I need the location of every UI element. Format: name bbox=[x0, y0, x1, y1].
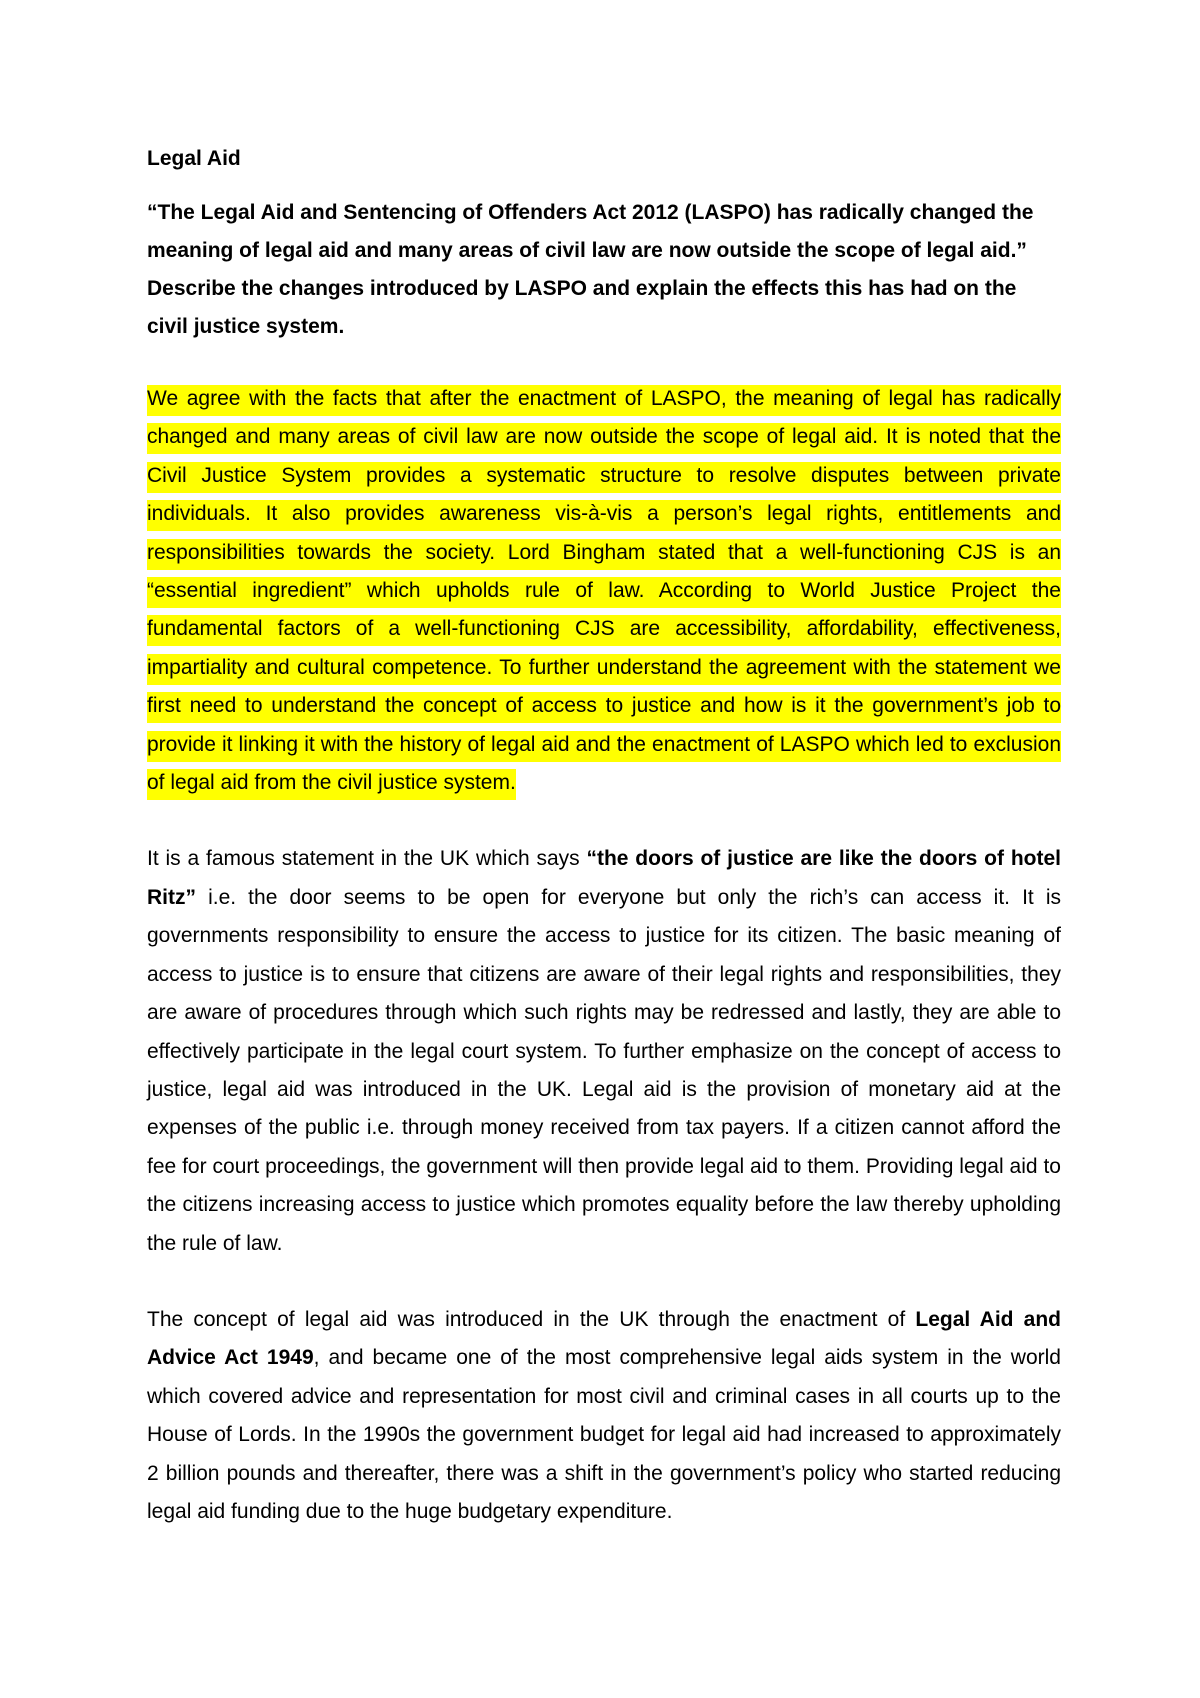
highlighted-text: We agree with the facts that after the enactment of LASPO, the meaning of legal has radically changed and many areas of civil law are now outside the scope of legal aid. It is noted that the Civil Justice System provides a systematic structure to resolve disputes between private individuals. It also provides awareness vis-à-vis a person’s legal rights, entitlements and responsibilities towards the society. Lord Bingham stated that a well-functioning CJS is an “essential ingredient” which upholds rule of law. According to World Justice Project the fundamental factors of a well-functioning CJS are accessibility, affordability, effectiveness, impartiality and cultural competence. To further understand the agreement with the statement we first need to understand the concept of access to justice and how is it the government’s job to provide it linking it with the history of legal aid and the enactment of LASPO which led to exclusion of legal aid from the civil justice system. bbox=[147, 385, 1061, 800]
paragraph-text: i.e. the door seems to be open for everyone but only the rich’s can access it. It is governments responsibility to ensure the access to justice for its citizen. The basic meaning of access to justice is to ensure that citizens are aware of their legal rights and responsibilities, they are aware of procedures through which such rights may be redressed and lastly, they are able to effectively participate in the legal court system. To further emphasize on the concept of access to justice, legal aid was introduced in the UK. Legal aid is the provision of monetary aid at the expenses of the public i.e. through money received from tax payers. If a citizen cannot afford the fee for court proceedings, the government will then provide legal aid to them. Providing legal aid to the citizens increasing access to justice which promotes equality before the law thereby upholding the rule of law. bbox=[147, 885, 1061, 1255]
paragraph-text: The concept of legal aid was introduced in the UK through the enactment of bbox=[147, 1307, 916, 1331]
paragraph-text: It is a famous statement in the UK which says bbox=[147, 847, 587, 871]
highlighted-paragraph bbox=[147, 380, 1061, 802]
act-name: Legal Aid and Advice Act 1949 bbox=[147, 1307, 1061, 1370]
ritz-quote: “the doors of justice are like the doors of hotel Ritz” bbox=[147, 847, 1061, 909]
history-paragraph bbox=[147, 1301, 1061, 1531]
essay-question: “The Legal Aid and Sentencing of Offenders Act 2012 (LASPO) has radically changed the meaning of legal aid and many areas of civil law are now outside the scope of legal aid.” Describe the changes introduced by LASPO and explain the effects this has had on the civil justice system. bbox=[147, 201, 1034, 338]
document-title: Legal Aid bbox=[147, 147, 241, 170]
paragraph-text: , and became one of the most comprehensive legal aids system in the world which covered advice and representation for most civil and criminal cases in all courts up to the House of Lords. In the 1990s the government budget for legal aid had increased to approximately 2 billion pounds and thereafter, there was a shift in the government’s policy who started reducing legal aid funding due to the huge budgetary expenditure. bbox=[147, 1346, 1061, 1523]
document-body bbox=[147, 140, 1061, 1531]
access-to-justice-paragraph bbox=[147, 840, 1061, 1262]
